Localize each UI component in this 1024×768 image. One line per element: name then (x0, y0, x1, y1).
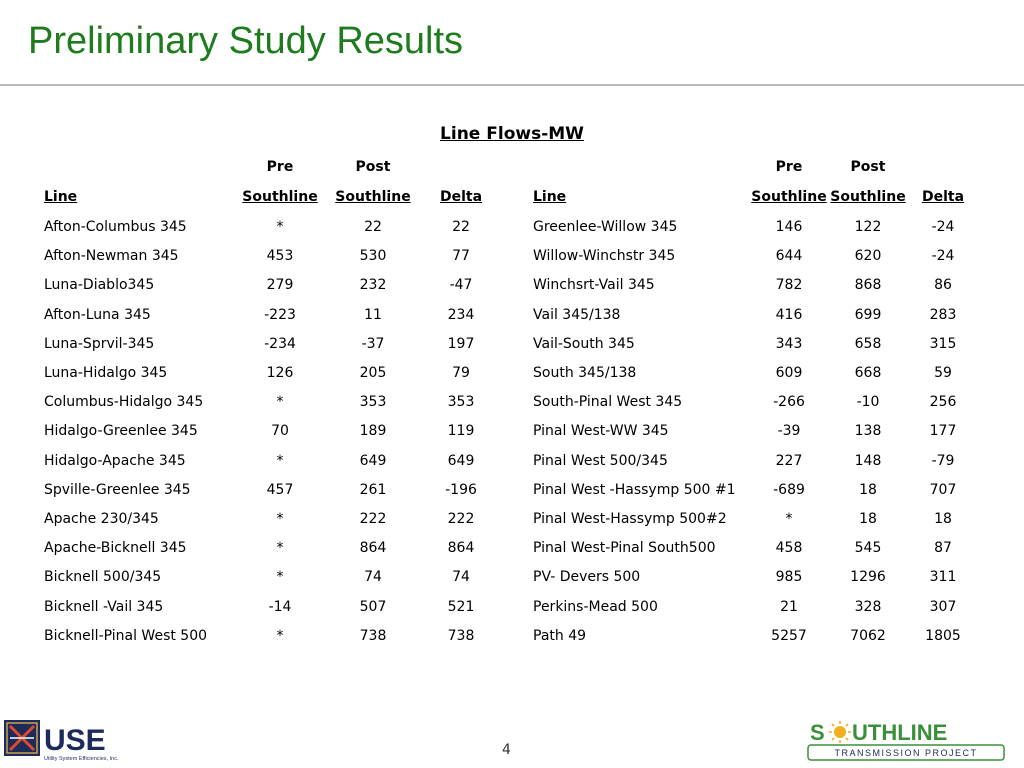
right-row-pre: 227 (775, 452, 803, 469)
left-row-line: Apache-Bicknell 345 (44, 540, 187, 557)
right-row-post: 138 (854, 423, 882, 440)
left-row-line: Luna-Sprvil-345 (44, 335, 155, 352)
right-row-line: Vail-South 345 (533, 335, 635, 352)
left-row-delta: 521 (447, 598, 475, 615)
right-row-delta: 283 (929, 306, 957, 323)
right-row-pre: 644 (775, 248, 803, 265)
left-header-pre: Southline (242, 189, 318, 205)
page-number: 4 (502, 742, 511, 758)
left-row-delta: 119 (447, 423, 475, 440)
right-row-delta: -24 (931, 219, 955, 235)
right-row-pre: 609 (775, 365, 803, 381)
left-row-pre: -223 (264, 306, 296, 323)
right-row-post: 620 (854, 248, 882, 265)
left-row-pre: * (276, 452, 284, 469)
left-row-post: 74 (364, 569, 382, 586)
left-row-pre: 453 (266, 248, 294, 265)
left-row-pre: 70 (271, 423, 289, 440)
right-row-line: Willow-Winchstr 345 (533, 248, 676, 265)
left-row-pre: * (276, 511, 284, 527)
slide-title: Preliminary Study Results (28, 20, 464, 62)
left-row-post: 649 (359, 452, 387, 469)
right-row-pre: 985 (775, 569, 803, 586)
right-row-delta: 311 (929, 569, 957, 586)
left-row-delta: 79 (452, 365, 470, 381)
left-row-post: 507 (359, 598, 387, 615)
left-row-post: 261 (359, 481, 387, 498)
use-logo (4, 718, 128, 764)
left-row-line: Spville-Greenlee 345 (44, 481, 191, 498)
right-row-post: 668 (854, 365, 882, 381)
southline-logo-tagline: TRANSMISSION PROJECT (834, 748, 978, 758)
right-row-line: Greenlee-Willow 345 (533, 219, 678, 235)
right-row-post: -10 (856, 394, 880, 411)
left-row-post: -37 (361, 335, 385, 352)
right-header-post: Southline (830, 189, 906, 205)
left-row-line: Hidalgo-Greenlee 345 (44, 423, 198, 440)
left-row-pre: * (276, 394, 284, 411)
right-row-line: Path 49 (533, 627, 587, 644)
right-row-line: Pinal West-WW 345 (533, 423, 669, 440)
right-row-line: PV- Devers 500 (533, 569, 641, 586)
right-header-line: Line (533, 189, 567, 205)
right-row-line: Perkins-Mead 500 (533, 598, 658, 615)
right-row-post: 545 (854, 540, 882, 557)
left-header-delta: Delta (439, 189, 483, 205)
right-row-delta: 177 (929, 423, 957, 440)
left-row-line: Afton-Columbus 345 (44, 219, 187, 235)
left-row-delta: 738 (447, 627, 475, 644)
left-row-delta: 74 (452, 569, 470, 586)
left-row-delta: 649 (447, 452, 475, 469)
southline-logo-wordmark: UTHLINE (852, 720, 948, 745)
left-row-post: 222 (359, 511, 387, 527)
left-row-pre: 279 (266, 277, 294, 294)
right-row-delta: 87 (934, 540, 952, 557)
right-row-pre: 458 (775, 540, 803, 557)
right-row-pre: -39 (777, 423, 801, 440)
southline-logo (800, 718, 1012, 766)
left-row-pre: -234 (264, 335, 296, 352)
right-row-pre: 21 (780, 598, 798, 615)
right-row-delta: 18 (934, 511, 952, 527)
left-row-delta: 222 (447, 511, 475, 527)
right-row-post: 18 (859, 481, 877, 498)
left-row-pre: * (276, 219, 284, 235)
right-row-line: Pinal West 500/345 (533, 452, 668, 469)
left-row-pre: * (276, 569, 284, 586)
left-row-pre: * (276, 627, 284, 644)
left-row-line: Bicknell-Pinal West 500 (44, 627, 208, 644)
left-row-delta: -47 (449, 277, 473, 294)
title-divider (0, 84, 1024, 86)
right-row-post: 658 (854, 335, 882, 352)
right-row-pre: 5257 (771, 627, 807, 644)
right-row-delta: -24 (931, 248, 955, 265)
right-row-delta: -79 (931, 452, 955, 469)
right-row-line: Pinal West -Hassymp 500 #1 (533, 481, 736, 498)
left-row-pre: -14 (268, 598, 292, 615)
right-row-post: 18 (859, 511, 877, 527)
left-header-line: Line (44, 189, 78, 205)
left-row-line: Columbus-Hidalgo 345 (44, 394, 204, 411)
left-row-delta: 864 (447, 540, 475, 557)
left-header-post: Southline (335, 189, 411, 205)
left-row-post: 738 (359, 627, 387, 644)
right-header-delta: Delta (921, 189, 965, 205)
right-row-delta: 707 (929, 481, 957, 498)
left-row-delta: -196 (445, 481, 477, 498)
right-row-pre: 416 (775, 306, 803, 323)
left-row-delta: 353 (447, 394, 475, 411)
left-row-pre: 126 (266, 365, 294, 381)
left-row-post: 205 (359, 365, 387, 381)
left-row-line: Apache 230/345 (44, 511, 159, 527)
right-row-pre: 146 (775, 219, 803, 235)
southline-logo-s: S (810, 720, 825, 745)
right-row-delta: 256 (929, 394, 957, 411)
left-row-line: Hidalgo-Apache 345 (44, 452, 186, 469)
right-row-post: 7062 (850, 627, 886, 644)
right-header-pre-top: Pre (775, 159, 803, 175)
right-row-pre: -266 (773, 394, 805, 411)
left-row-line: Afton-Luna 345 (44, 306, 151, 323)
use-logo-tagline: Utility System Efficiencies, Inc. (44, 756, 119, 762)
right-row-delta: 315 (929, 335, 957, 352)
left-row-post: 530 (359, 248, 387, 265)
left-row-pre: * (276, 540, 284, 557)
right-row-line: Pinal West-Pinal South500 (533, 540, 716, 557)
left-row-post: 864 (359, 540, 387, 557)
left-row-post: 189 (359, 423, 387, 440)
left-header-post-top: Post (355, 159, 391, 175)
left-row-post: 22 (364, 219, 382, 235)
right-row-delta: 307 (929, 598, 957, 615)
left-row-post: 232 (359, 277, 387, 294)
left-row-delta: 197 (447, 335, 475, 352)
right-row-line: South 345/138 (533, 365, 637, 381)
right-row-delta: 59 (934, 365, 952, 381)
right-row-line: South-Pinal West 345 (533, 394, 683, 411)
right-header-pre: Southline (751, 189, 827, 205)
left-row-delta: 77 (452, 248, 470, 265)
right-row-post: 328 (854, 598, 882, 615)
left-row-line: Luna-Diablo345 (44, 277, 155, 294)
right-row-line: Pinal West-Hassymp 500#2 (533, 511, 727, 527)
use-logo-wordmark: USE (44, 724, 106, 757)
left-row-post: 353 (359, 394, 387, 411)
left-row-delta: 22 (452, 219, 470, 235)
right-row-post: 122 (854, 219, 882, 235)
left-row-line: Afton-Newman 345 (44, 248, 179, 265)
left-header-pre-top: Pre (266, 159, 294, 175)
right-row-line: Winchsrt-Vail 345 (533, 277, 655, 294)
left-row-post: 11 (364, 306, 382, 323)
right-row-post: 699 (854, 306, 882, 323)
left-row-line: Bicknell -Vail 345 (44, 598, 164, 615)
left-row-delta: 234 (447, 306, 475, 323)
right-row-pre: 343 (775, 335, 803, 352)
right-header-post-top: Post (850, 159, 886, 175)
right-row-delta: 86 (934, 277, 952, 294)
left-row-line: Bicknell 500/345 (44, 569, 162, 586)
right-row-line: Vail 345/138 (533, 306, 621, 323)
right-row-delta: 1805 (925, 627, 961, 644)
right-row-pre: 782 (775, 277, 803, 294)
right-row-pre: -689 (773, 481, 805, 498)
right-row-post: 1296 (850, 569, 886, 586)
table-title: Line Flows-MW (440, 124, 584, 144)
left-row-pre: 457 (266, 481, 294, 498)
right-row-post: 868 (854, 277, 882, 294)
right-row-post: 148 (854, 452, 882, 469)
sun-icon (829, 721, 851, 743)
left-row-line: Luna-Hidalgo 345 (44, 365, 168, 381)
right-row-pre: * (785, 511, 793, 527)
